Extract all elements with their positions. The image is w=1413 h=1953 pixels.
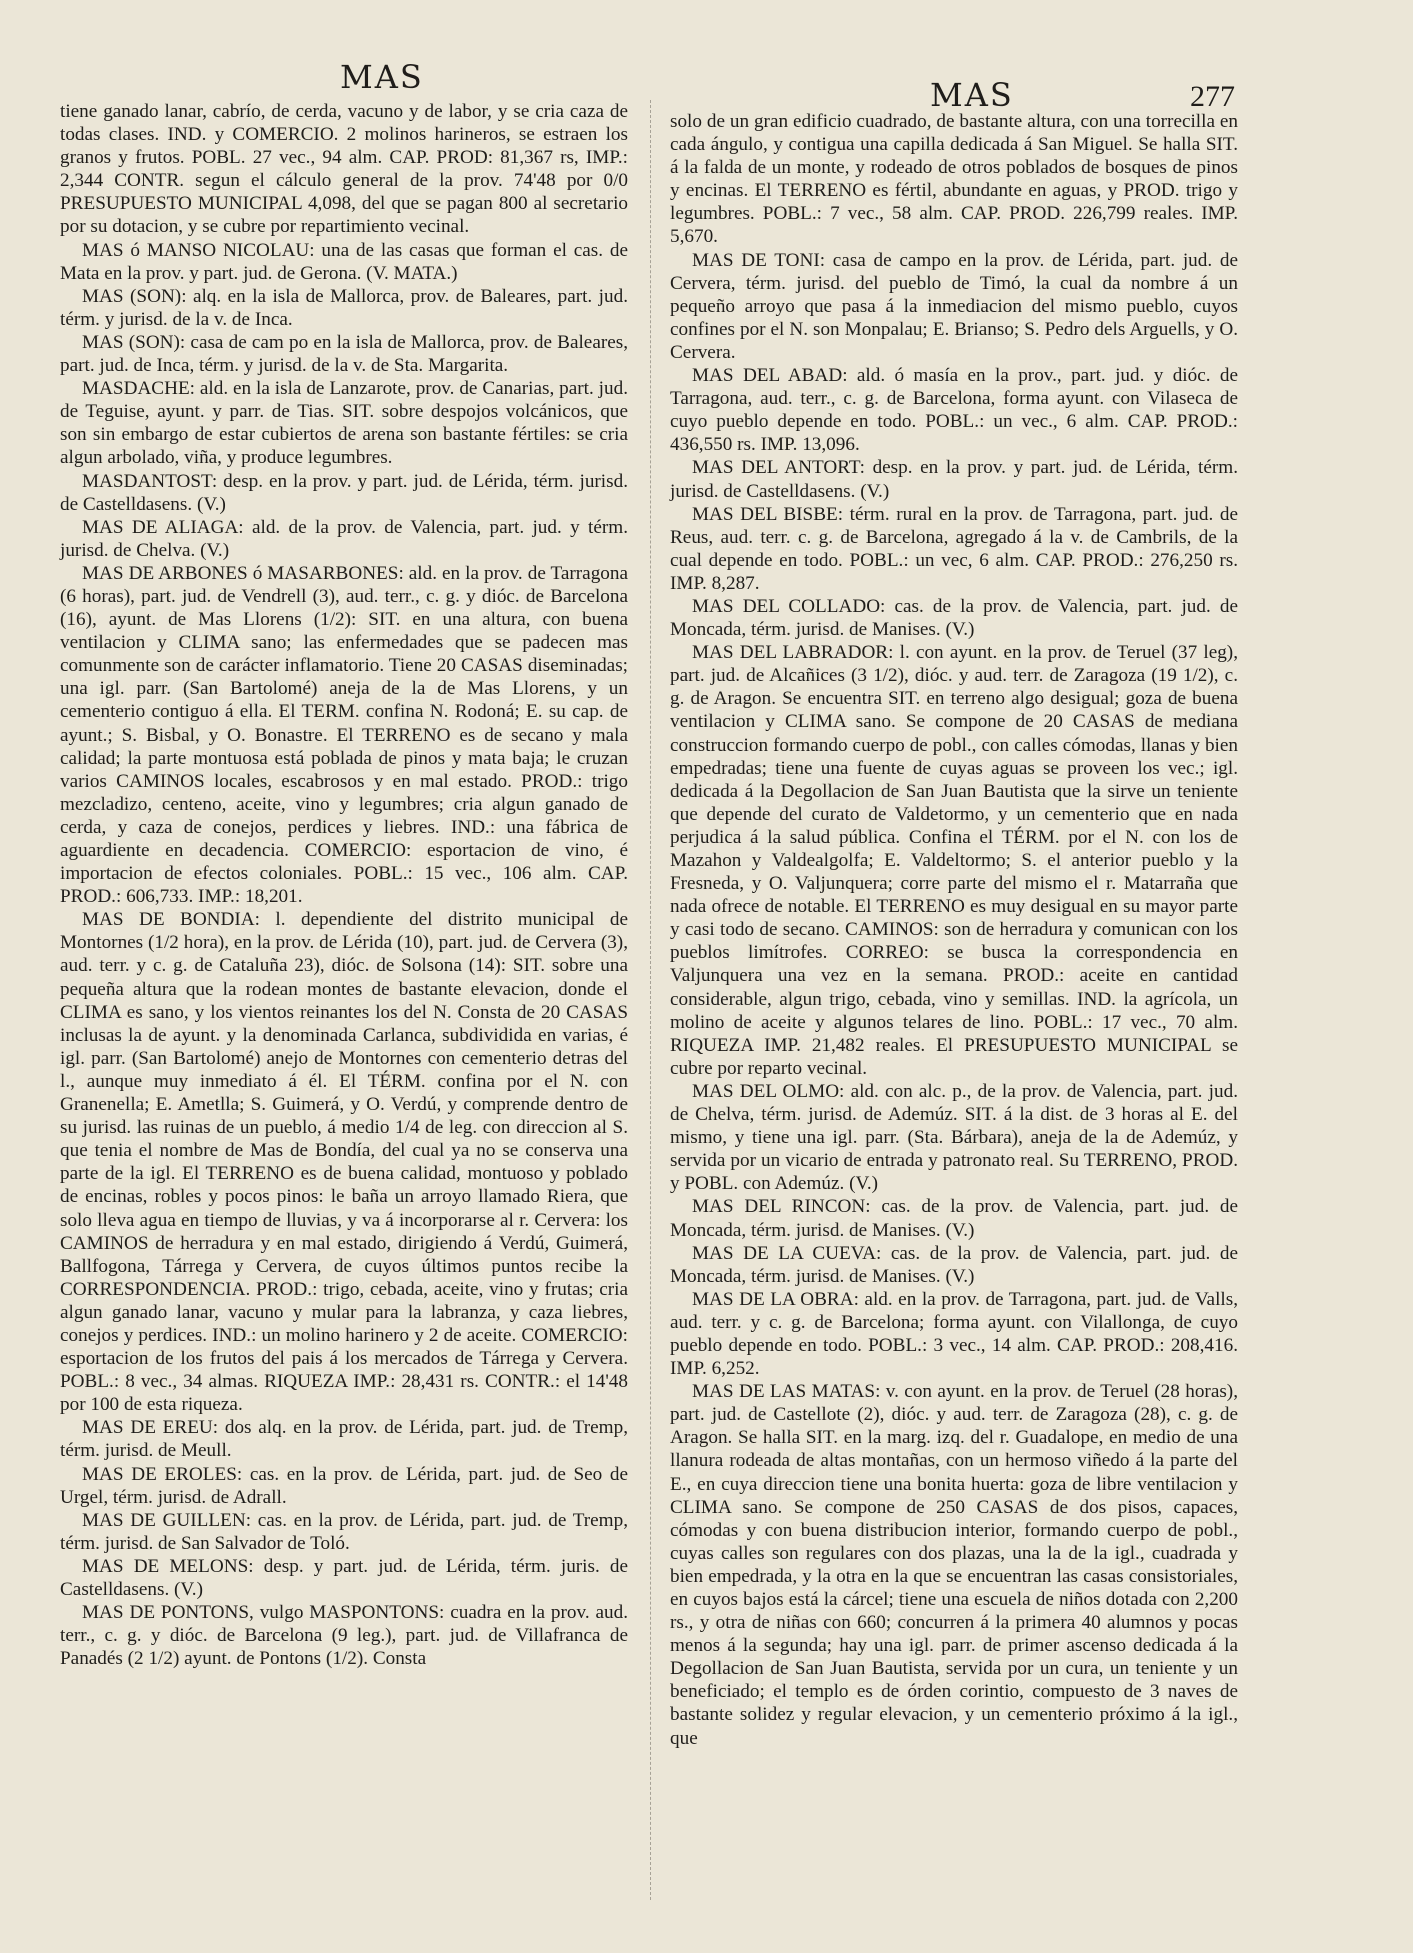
running-head-left: MAS	[340, 58, 424, 96]
entry: MAS DE PONTONS, vulgo MASPONTONS: cuadra en la prov. aud. terr., c. g. y dióc. de Barcelona (9 leg.), part. jud. de Villafranca de Panadés (2 1/2) ayunt. de Pontons (1/2). Consta	[60, 1602, 628, 1670]
entry: MAS DEL OLMO: ald. con alc. p., de la prov. de Valencia, part. jud. de Chelva, térm. jurisd. de Ademúz. SIT. á la dist. de 3 horas al E. del mismo, y tiene una igl. parr. (Sta. Bárbara), aneja de la de Ademúz, y servida por un vicario de entrada y patronato real. Su TERRENO, PROD. y POBL. con Ademúz. (V.)	[670, 1080, 1238, 1195]
page-number: 277	[1190, 80, 1235, 113]
entry: MAS DEL COLLADO: cas. de la prov. de Valencia, part. jud. de Moncada, térm. jurisd. de Manises. (V.)	[670, 595, 1238, 641]
entry: MAS DE EROLES: cas. en la prov. de Lérida, part. jud. de Seo de Urgel, térm. jurisd. de Adrall.	[60, 1463, 628, 1508]
entry: MASDACHE: ald. en la isla de Lanzarote, prov. de Canarias, part. jud. de Teguise, ayunt. y parr. de Tias. SIT. sobre despojos volcánicos, que son sin embargo de estar cubiertos de arena son bastante fértiles: se cria algun arbolado, viña, y produce legumbres.	[60, 378, 628, 469]
entry: MAS DE LA CUEVA: cas. de la prov. de Valencia, part. jud. de Moncada, térm. jurisd. de Manises. (V.)	[670, 1242, 1238, 1287]
entry: MAS DEL RINCON: cas. de la prov. de Valencia, part. jud. de Moncada, térm. jurisd. de Manises. (V.)	[670, 1196, 1238, 1241]
entry: MAS DE LA OBRA: ald. en la prov. de Tarragona, part. jud. de Valls, aud. terr. y c. g. de Barcelona; forma ayunt. con Vilallonga, de cuyo pueblo depende en todo. POBL.: 3 vec., 14 alm. CAP. PROD.: 208,416. IMP. 6,252.	[670, 1288, 1238, 1380]
entry: MAS DEL ABAD: ald. ó masía en la prov., part. jud. y dióc. de Tarragona, aud. terr., c. g. de Barcelona, forma ayunt. con Vilaseca de cuyo pueblo depende en todo. POBL.: un vec., 6 alm. CAP. PROD.: 436,550 rs. IMP. 13,096.	[670, 365, 1238, 456]
entry: tiene ganado lanar, cabrío, de cerda, vacuno y de labor, y se cria caza de todas clases. IND. y COMERCIO. 2 molinos harineros, se estraen los granos y frutos. POBL. 27 vec., 94 alm. CAP. PROD: 81,367 rs, IMP.: 2,344 CONTR. segun el cálculo general de la prov. 74'48 por 0/0 PRESUPUESTO MUNICIPAL 4,098, del que se pagan 800 al secretario por su dotacion, y se cubre por repartimiento vecinal.	[60, 101, 628, 238]
entry: MASDANTOST: desp. en la prov. y part. jud. de Lérida, térm. jurisd. de Castelldasens. (V.)	[60, 470, 628, 515]
entry: solo de un gran edificio cuadrado, de bastante altura, con una torrecilla en cada ángulo, y contigua una capilla dedicada á San Miguel. Se halla SIT. á la falda de un monte, y rodeado de otros poblados de bosques de pinos y encinas. El TERRENO es fértil, abundante en aguas, y PROD. trigo y legumbres. POBL.: 7 vec., 58 alm. CAP. PROD. 226,799 reales. IMP. 5,670.	[670, 111, 1238, 248]
entry: MAS DE MELONS: desp. y part. jud. de Lérida, térm. juris. de Castelldasens. (V.)	[60, 1555, 628, 1600]
entry: MAS DE LAS MATAS: v. con ayunt. en la prov. de Teruel (28 horas), part. jud. de Castellote (2), dióc. y aud. terr. de Zaragoza (28), c. g. de Aragon. Se halla SIT. en la marg. izq. del r. Guadalope, en medio de una llanura rodeada de altas montañas, con un hermoso viñedo á la parte del E., en cuya direccion tiene una bonita huerta: goza de libre ventilacion y CLIMA sano. Se compone de 250 CASAS de dos pisos, capaces, cómodas y con buena distribucion interior, formando cuerpo de pobl., cuyas calles son regulares con dos plazas, una la de la igl., cuadrada y bien empedrada, y la otra en la que se encuentran las casas consistoriales, en cuyos bajos está la cárcel; tiene una escuela de niños dotada con 2,200 rs., y otra de niñas con 660; concurren á la primera 40 alumnos y pocas menos á la segunda; hay una igl. parr. de primer ascenso dedicada á la Degollacion de San Juan Bautista, servida por un cura, un teniente y un beneficiado; el templo es de órden corintio, compuesto de 3 naves de bastante solidez y regular elevacion, y un cementerio próximo á la igl., que	[670, 1381, 1238, 1749]
entry: MAS DE BONDIA: l. dependiente del distrito municipal de Montornes (1/2 hora), en la prov. de Lérida (10), part. jud. de Cervera (3), aud. terr. y c. g. de Cataluña 23), dióc. de Solsona (14): SIT. sobre una pequeña altura que la rodean montes de bastante elevacion, donde el CLIMA es sano, y los vientos reinantes los del N. Consta de 20 CASAS inclusas la de ayunt. y la denominada Carlanca, subdividida en varias, é igl. parr. (San Bartolomé) anejo de Montornes con cementerio detras del l., aunque muy inmediato á él. El TÉRM. confina por el N. con Granenella; E. Ametlla; S. Guimerá, y O. Verdú, y comprende dentro de su jurisd. las ruinas de un pueblo, á medio 1/4 de leg. con direccion al S. que tenia el nombre de Mas de Bondía, del cual ya no se conserva una parte de la igl. El TERRENO es de buena calidad, montuoso y poblado de encinas, robles y pocos pinos: le baña un arroyo llamado Riera, que solo lleva agua en tiempo de lluvias, y va á incorporarse al r. Cervera: los CAMINOS de herradura y en mal estado, dirigiendo á Verdú, Guimerá, Ballfogona, Tárrega y Cervera, de cuyos últimos puntos recibe la CORRESPONDENCIA. PROD.: trigo, cebada, aceite, vino y frutas; cria algun ganado lanar, vacuno y mular para la labranza, y caza liebres, conejos y perdices. IND.: un molino harinero y 2 de aceite. COMERCIO: esportacion de los frutos del pais á los mercados de Tárrega y Cervera. POBL.: 8 vec., 34 almas. RIQUEZA IMP.: 28,431 rs. CONTR.: el 14'48 por 100 de esta riqueza.	[60, 909, 628, 1416]
entry: MAS ó MANSO NICOLAU: una de las casas que forman el cas. de Mata en la prov. y part. jud. de Gerona. (V. MATA.)	[60, 239, 628, 284]
entry: MAS DE EREU: dos alq. en la prov. de Lérida, part. jud. de Tremp, térm. jurisd. de Meull.	[60, 1417, 628, 1462]
entry: MAS (SON): casa de cam po en la isla de Mallorca, prov. de Baleares, part. jud. de Inca, térm. y jurisd. de la v. de Sta. Margarita.	[60, 331, 628, 377]
left-column	[60, 100, 628, 1670]
entry: MAS DE TONI: casa de campo en la prov. de Lérida, part. jud. de Cervera, térm. jurisd. del pueblo de Timó, la cual da nombre á un pequeño arroyo que pasa á la inmediacion del mismo pueblo, cuyos confines por el N. son Monpalau; E. Brianso; S. Pedro dels Arguells, y O. Cervera.	[670, 249, 1238, 363]
running-head-center: MAS	[930, 76, 1014, 114]
right-column	[670, 110, 1238, 1750]
column-divider	[650, 100, 651, 1900]
entry: MAS DEL ANTORT: desp. en la prov. y part. jud. de Lérida, térm. jurisd. de Castelldasens. (V.)	[670, 457, 1238, 502]
entry: MAS DEL BISBE: térm. rural en la prov. de Tarragona, part. jud. de Reus, aud. terr. c. g. de Barcelona, agregado á la v. de Cambrils, de la cual depende en todo. POBL.: un vec, 6 alm. CAP. PROD.: 276,250 rs. IMP. 8,287.	[670, 503, 1238, 594]
entry: MAS DE GUILLEN: cas. en la prov. de Lérida, part. jud. de Tremp, térm. jurisd. de San Salvador de Toló.	[60, 1509, 628, 1554]
entry: MAS DE ARBONES ó MASARBONES: ald. en la prov. de Tarragona (6 horas), part. jud. de Vendrell (3), aud. terr., c. g. y dióc. de Barcelona (16), ayunt. de Mas Llorens (1/2): SIT. en una altura, con buena ventilacion y CLIMA sano; las enfermedades que se padecen mas comunmente son de carácter inflamatorio. Tiene 20 CASAS diseminadas; una igl. parr. (San Bartolomé) aneja de la de Mas Llorens, y un cementerio contiguo á ella. El TERM. confina N. Rodoná; E. su cap. de ayunt.; S. Bisbal, y O. Bonastre. El TERRENO es de secano y mala calidad; la parte montuosa está poblada de pinos y mata baja; le cruzan varios CAMINOS locales, escabrosos y en mal estado. PROD.: trigo mezcladizo, centeno, aceite, vino y legumbres; cria algun ganado de cerda, y caza de conejos, perdices y liebres. IND.: una fábrica de aguardiente en decadencia. COMERCIO: esportacion de vino, é importacion de efectos coloniales. POBL.: 15 vec., 106 alm. CAP. PROD.: 606,733. IMP.: 18,201.	[60, 562, 628, 908]
entry: MAS (SON): alq. en la isla de Mallorca, prov. de Baleares, part. jud. térm. y jurisd. de la v. de Inca.	[60, 285, 628, 330]
entry: MAS DEL LABRADOR: l. con ayunt. en la prov. de Teruel (37 leg), part. jud. de Alcañices (3 1/2), dióc. y aud. terr. de Zaragoza (19 1/2), c. g. de Aragon. Se encuentra SIT. en terreno algo desigual; goza de buena ventilacion y CLIMA sano. Se compone de 20 CASAS de mediana construccion formando cuerpo de pobl., con calles cómodas, llanas y bien empedradas; tiene una fuente de cuyas aguas se proveen los vec.; igl. dedicada á la Degollacion de San Juan Bautista que la sirve un teniente que depende del curato de Valdetormo, y un cementerio que en nada perjudica á la salud pública. Confina el TÉRM. por el N. con los de Mazahon y Valdealgolfa; E. Valdeltormo; S. el anterior pueblo y la Fresneda, y O. Valjunquera; corre parte del mismo el r. Matarraña que nada ofrece de notable. El TERRENO es muy desigual en su mayor parte y casi todo de secano. CAMINOS: son de herradura y comunican con los pueblos limítrofes. CORREO: se busca la correspondencia en Valjunquera una vez en la semana. PROD.: aceite en cantidad considerable, algun trigo, cebada, vino y semillas. IND. la agrícola, un molino de aceite y algunos telares de lino. POBL.: 17 vec., 70 alm. RIQUEZA IMP. 21,482 reales. El PRESUPUESTO MUNICIPAL se cubre por reparto vecinal.	[670, 642, 1238, 1079]
entry: MAS DE ALIAGA: ald. de la prov. de Valencia, part. jud. y térm. jurisd. de Chelva. (V.)	[60, 516, 628, 561]
